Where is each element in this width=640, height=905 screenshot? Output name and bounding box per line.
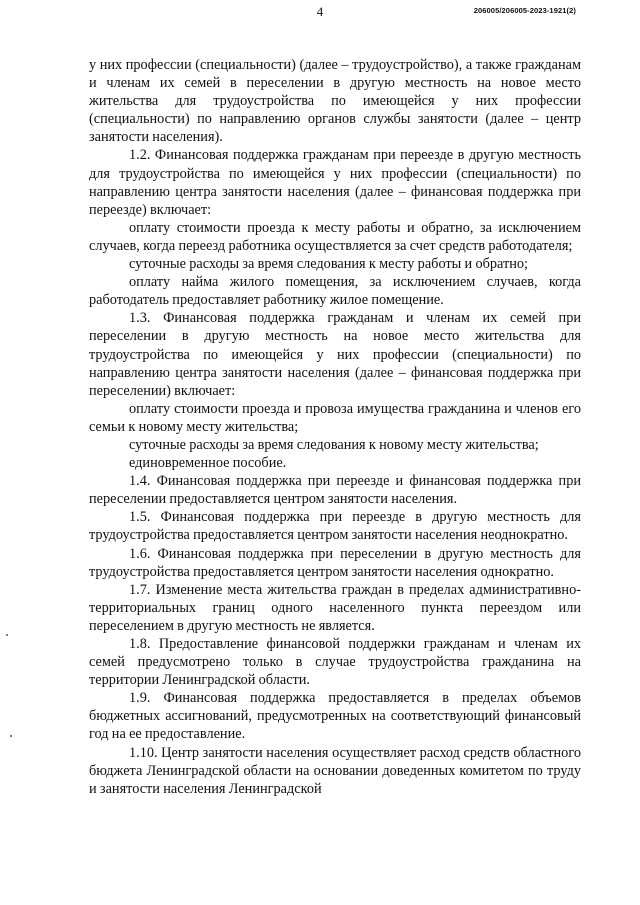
paragraph-1-6: 1.6. Финансовая поддержка при переселении в другую местность для трудоустройства предоставляется центром занятости населения однократно. <box>89 545 581 580</box>
paragraph-1-3-item-daily: суточные расходы за время следования к новому месту жительства; <box>129 436 539 453</box>
paragraph-1-10: 1.10. Центр занятости населения осуществляет расход средств областного бюджета Ленинградской области на основании доведенных комитетом по труду и занятости населения Ленинградской <box>89 744 581 797</box>
paragraph-1-2-item-travel: оплату стоимости проезда к месту работы и обратно, за исключением случаев, когда переезд работника осуществляется за счет средств работодателя; <box>89 219 581 254</box>
paragraph-1-8: 1.8. Предоставление финансовой поддержки гражданам и членам их семей предусмотрено только в случае трудоустройства гражданина на территории Ленинградской области. <box>89 636 581 689</box>
paragraph-1-2-item-housing: оплату найма жилого помещения, за исключением случаев, когда работодатель предоставляет работнику жилое помещение. <box>89 274 581 309</box>
paragraph-1-3: 1.3. Финансовая поддержка гражданам и членам их семей при переселении в другую местность на новое место жительства для трудоустройства по имеющейся у них профессии (специальности) по направлению центра занятости населения (далее – финансовая поддержка при переселении) включает: <box>89 310 581 399</box>
paragraph-1-2: 1.2. Финансовая поддержка гражданам при переезде в другую местность для трудоустройства по имеющейся у них профессии (специальности) по направлению центра занятости населения (далее – финансовая поддержка при переезде) включает: <box>89 147 581 218</box>
paragraph-1-7: 1.7. Изменение места жительства граждан в пределах административно-территориальных границ одного населенного пункта переездом или переселением в другую местность не является. <box>89 581 581 634</box>
paragraph-1-1-continuation: у них профессии (специальности) (далее – трудоустройство), а также гражданам и членам их семей в переселении в другую местность на новое место жительства для трудоустройства по имеющейся у них профессии (специальности) по направлению органов службы занятости (далее – центр занятости населения). <box>89 57 581 146</box>
paragraph-1-4: 1.4. Финансовая поддержка при переезде и финансовая поддержка при переселении предоставляется центром занятости населения. <box>89 473 581 508</box>
paragraph-1-3-item-allowance: единовременное пособие. <box>129 455 287 472</box>
scan-speck <box>10 735 12 737</box>
paragraph-1-9: 1.9. Финансовая поддержка предоставляется в пределах объемов бюджетных ассигнований, предусмотренных на соответствующий финансовый год на ее предоставление. <box>89 690 581 743</box>
scan-speck <box>6 634 8 636</box>
paragraph-1-2-item-daily: суточные расходы за время следования к месту работы и обратно; <box>129 256 529 273</box>
paragraph-1-3-item-travel: оплату стоимости проезда и провоза имущества гражданина и членов его семьи к новому месту жительства; <box>89 400 581 435</box>
document-body <box>89 56 581 798</box>
paragraph-1-5: 1.5. Финансовая поддержка при переезде в другую местность для трудоустройства предоставляется центром занятости населения неоднократно. <box>89 509 581 544</box>
page-number: 4 <box>316 4 324 19</box>
document-id: 206005/206005-2023-1921(2) <box>473 6 576 15</box>
